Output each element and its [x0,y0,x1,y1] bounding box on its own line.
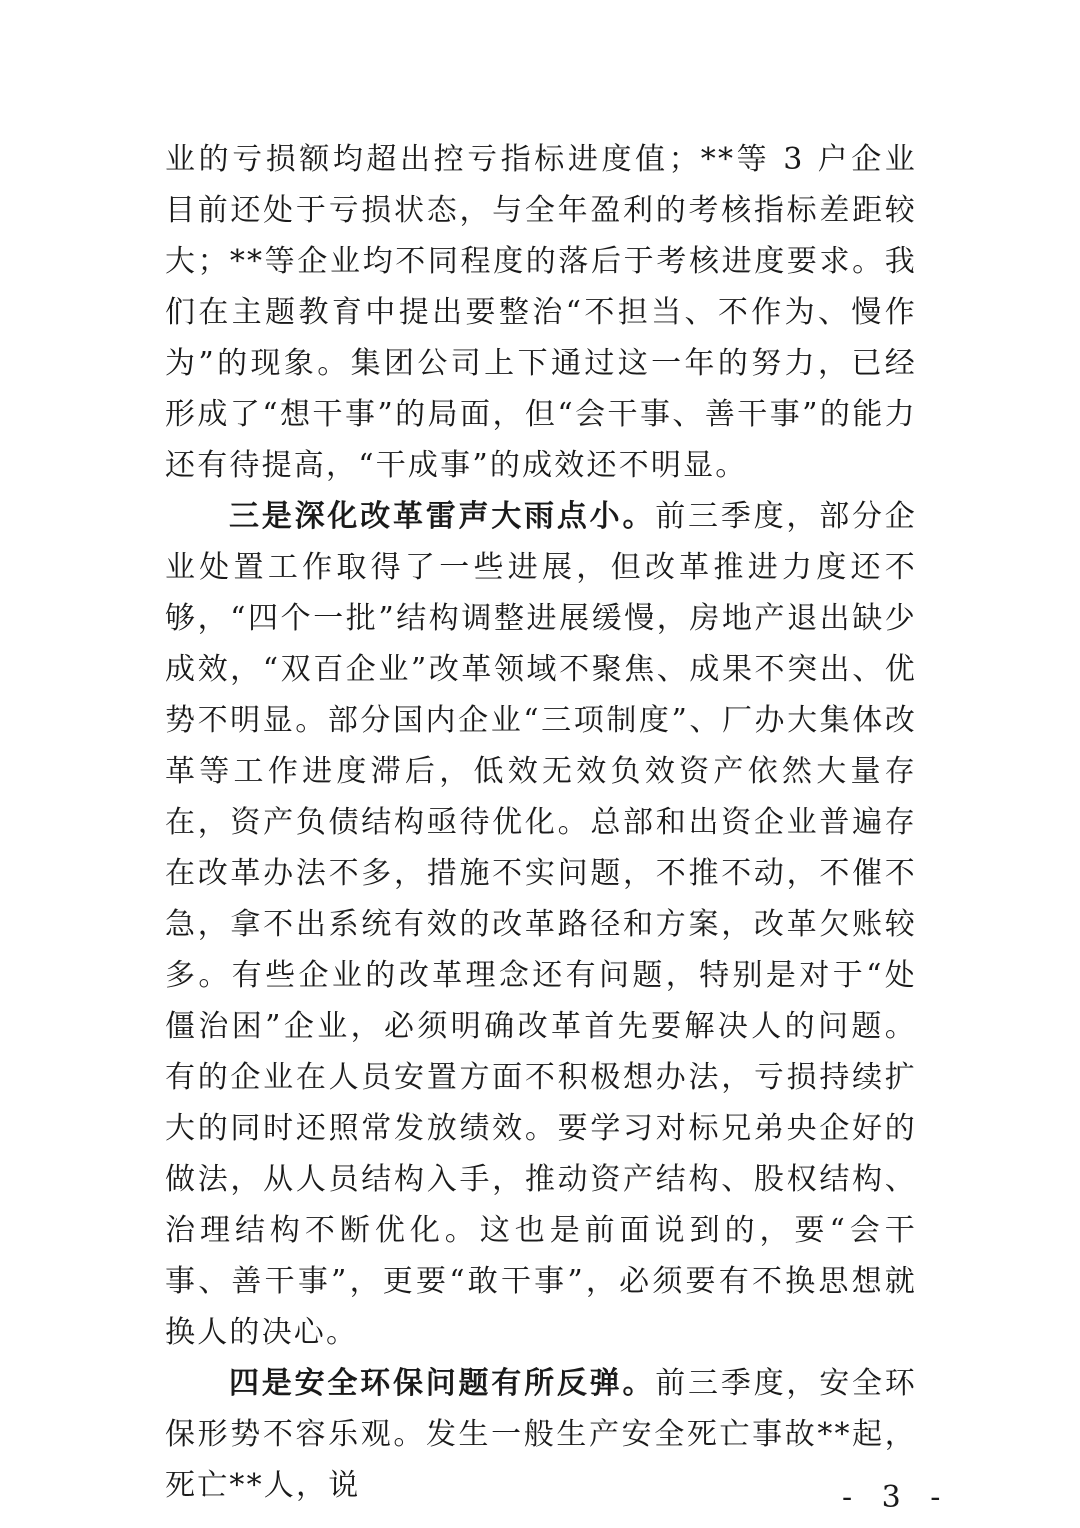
body-text [165,134,917,1511]
paragraph-reform [165,491,917,1358]
paragraph-lead: 三是深化改革雷声大雨点小。 [229,499,656,534]
paragraph-body: 前三季度，部分企业处置工作取得了一些进展，但改革推进力度还不够，“四个一批”结构调整进展缓慢，房地产退出缺少成效，“双百企业”改革领域不聚焦、成果不突出、优势不明显。部分国内企业“三项制度”、厂办大集体改革等工作进度滞后，低效无效负效资产依然大量存在，资产负债结构亟待优化。总部和出资企业普遍存在改革办法不多，措施不实问题，不推不动，不催不急，拿不出系统有效的改革路径和方案，改革欠账较多。有些企业的改革理念还有问题，特别是对于“处僵治困”企业，必须明确改革首先要解决人的问题。有的企业在人员安置方面不积极想办法，亏损持续扩大的同时还照常发放绩效。要学习对标兄弟央企好的做法，从人员结构入手，推动资产结构、股权结构、治理结构不断优化。这也是前面说到的，要“会干事、善干事”，更要“敢干事”，必须要有不换思想就换人的决心。 [165,499,917,1350]
paragraph-continuation [165,134,917,491]
paragraph-body: 业的亏损额均超出控亏指标进度值；**等 3 户企业目前还处于亏损状态，与全年盈利的考核指标差距较大；**等企业均不同程度的落后于考核进度要求。我们在主题教育中提出要整治“不担当、不作为、慢作为”的现象。集团公司上下通过这一年的努力，已经形成了“想干事”的局面，但“会干事、善干事”的能力还有待提高，“干成事”的成效还不明显。 [165,142,917,483]
paragraph-body: 前三季度，安全环保形势不容乐观。发生一般生产安全死亡事故**起，死亡**人，说 [165,1366,917,1503]
page-number: - 3 - [842,1480,951,1515]
paragraph-safety [165,1358,917,1511]
paragraph-lead: 四是安全环保问题有所反弹。 [229,1366,656,1401]
